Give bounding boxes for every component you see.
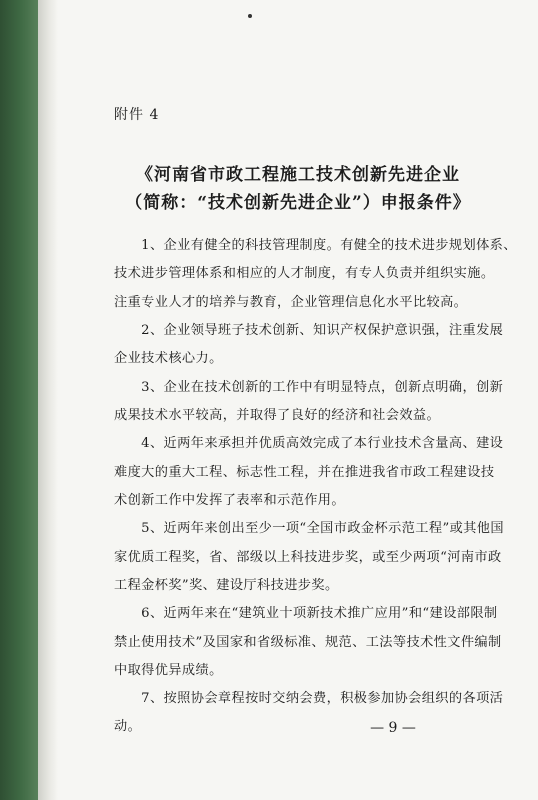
body-line: 6、近两年来在“建筑业十项新技术推广应用”和“建设部限制 [114, 606, 498, 621]
book-binding [0, 0, 38, 800]
body-line: 工程金杯奖”奖、建设厅科技进步奖。 [114, 578, 339, 593]
body-line: 注重专业人才的培养与教育，企业管理信息化水平比较高。 [114, 295, 468, 310]
body-line: 企业技术核心力。 [114, 351, 223, 366]
body-line: 5、近两年来创出至少一项“全国市政金杯示范工程”或其他国 [114, 521, 504, 536]
title-line-2: （简称：“技术创新先进企业”）申报条件》 [125, 193, 471, 213]
body-line: 难度大的重大工程、标志性工程，并在推进我省市政工程建设技 [114, 465, 495, 480]
body-line: 7、按照协会章程按时交纳会费，积极参加协会组织的各项活 [114, 691, 504, 706]
page-number: — 9 — [370, 720, 416, 736]
scan-speck [248, 14, 252, 18]
body-line: 术创新工作中发挥了表率和示范作用。 [114, 493, 345, 508]
body-line: 1、企业有健全的科技管理制度。有健全的技术进步规划体系、 [114, 238, 517, 253]
body-line: 禁止使用技术”及国家和省级标准、规范、工法等技术性文件编制 [114, 635, 502, 650]
body-line: 技术进步管理体系和相应的人才制度，有专人负责并组织实施。 [114, 266, 495, 281]
body-line: 成果技术水平较高，并取得了良好的经济和社会效益。 [114, 408, 441, 423]
title-line-1: 《河南省市政工程施工技术创新先进企业 [136, 165, 460, 185]
page-gutter-shadow [38, 0, 58, 800]
document-page [58, 0, 538, 800]
body-line: 2、企业领导班子技术创新、知识产权保护意识强，注重发展 [114, 323, 504, 338]
body-line: 动。 [114, 719, 142, 734]
attachment-label: 附件 4 [114, 107, 160, 123]
body-line: 家优质工程奖，省、部级以上科技进步奖，或至少两项“河南市政 [114, 550, 502, 565]
body-line: 4、近两年来承担并优质高效完成了本行业技术含量高、建设 [114, 436, 504, 451]
body-line: 中取得优异成绩。 [114, 663, 223, 678]
body-line: 3、企业在技术创新的工作中有明显特点，创新点明确，创新 [114, 380, 504, 395]
